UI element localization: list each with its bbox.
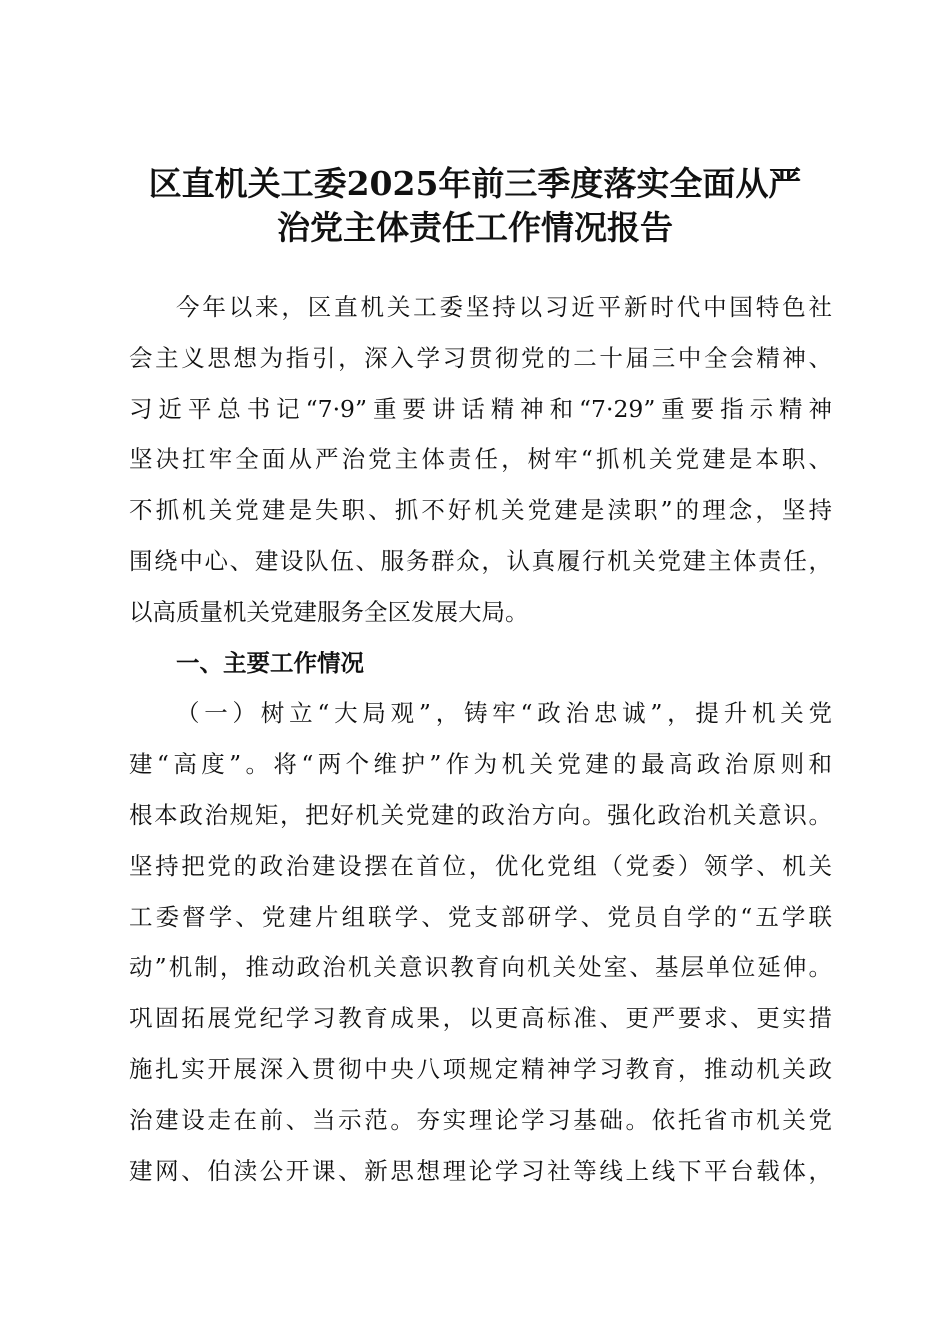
- intro-line: 不抓机关党建是失职、抓不好机关党建是渎职”的理念，坚持: [129, 496, 832, 525]
- intro-line: 以高质量机关党建服务全区发展大局。: [129, 597, 529, 626]
- subsection-line: 坚持把党的政治建设摆在首位，优化党组（党委）领学、机关: [129, 851, 832, 880]
- subsection-line: 工委督学、党建片组联学、党支部研学、党员自学的“五学联: [129, 902, 832, 931]
- subsection-line: （一）树立“大局观”，铸牢“政治忠诚”，提升机关党: [176, 699, 832, 728]
- intro-line: 围绕中心、建设队伍、服务群众，认真履行机关党建主体责任，: [129, 546, 832, 575]
- intro-line: 坚决扛牢全面从严治党主体责任，树牢“抓机关党建是本职、: [129, 445, 832, 474]
- subsection-line: 建网、伯渎公开课、新思想理论学习社等线上线下平台载体，: [129, 1156, 832, 1185]
- document-title-line-2: 治党主体责任工作情况报告: [277, 208, 673, 247]
- document-body: [129, 282, 832, 1196]
- document-title-line-1: 区直机关工委2025年前三季度落实全面从严: [148, 164, 802, 203]
- subsection-line: 建“高度”。将“两个维护”作为机关党建的最高政治原则和: [129, 750, 832, 779]
- subsection-line: 治建设走在前、当示范。夯实理论学习基础。依托省市机关党: [129, 1105, 832, 1134]
- subsection-line: 施扎实开展深入贯彻中央八项规定精神学习教育，推动机关政: [129, 1054, 832, 1083]
- subsection-line: 巩固拓展党纪学习教育成果，以更高标准、更严要求、更实措: [129, 1004, 832, 1033]
- intro-line: 习近平总书记“7·9”重要讲话精神和“7·29”重要指示精神: [129, 394, 832, 423]
- intro-line: 今年以来，区直机关工委坚持以习近平新时代中国特色社: [176, 293, 832, 321]
- subsection-line: 根本政治规矩，把好机关党建的政治方向。强化政治机关意识。: [129, 800, 832, 829]
- subsection-line: 动”机制，推动政治机关意识教育向机关处室、基层单位延伸。: [129, 953, 832, 982]
- intro-line: 会主义思想为指引，深入学习贯彻党的二十届三中全会精神、: [129, 343, 832, 372]
- section-heading: 一、主要工作情况: [176, 648, 364, 677]
